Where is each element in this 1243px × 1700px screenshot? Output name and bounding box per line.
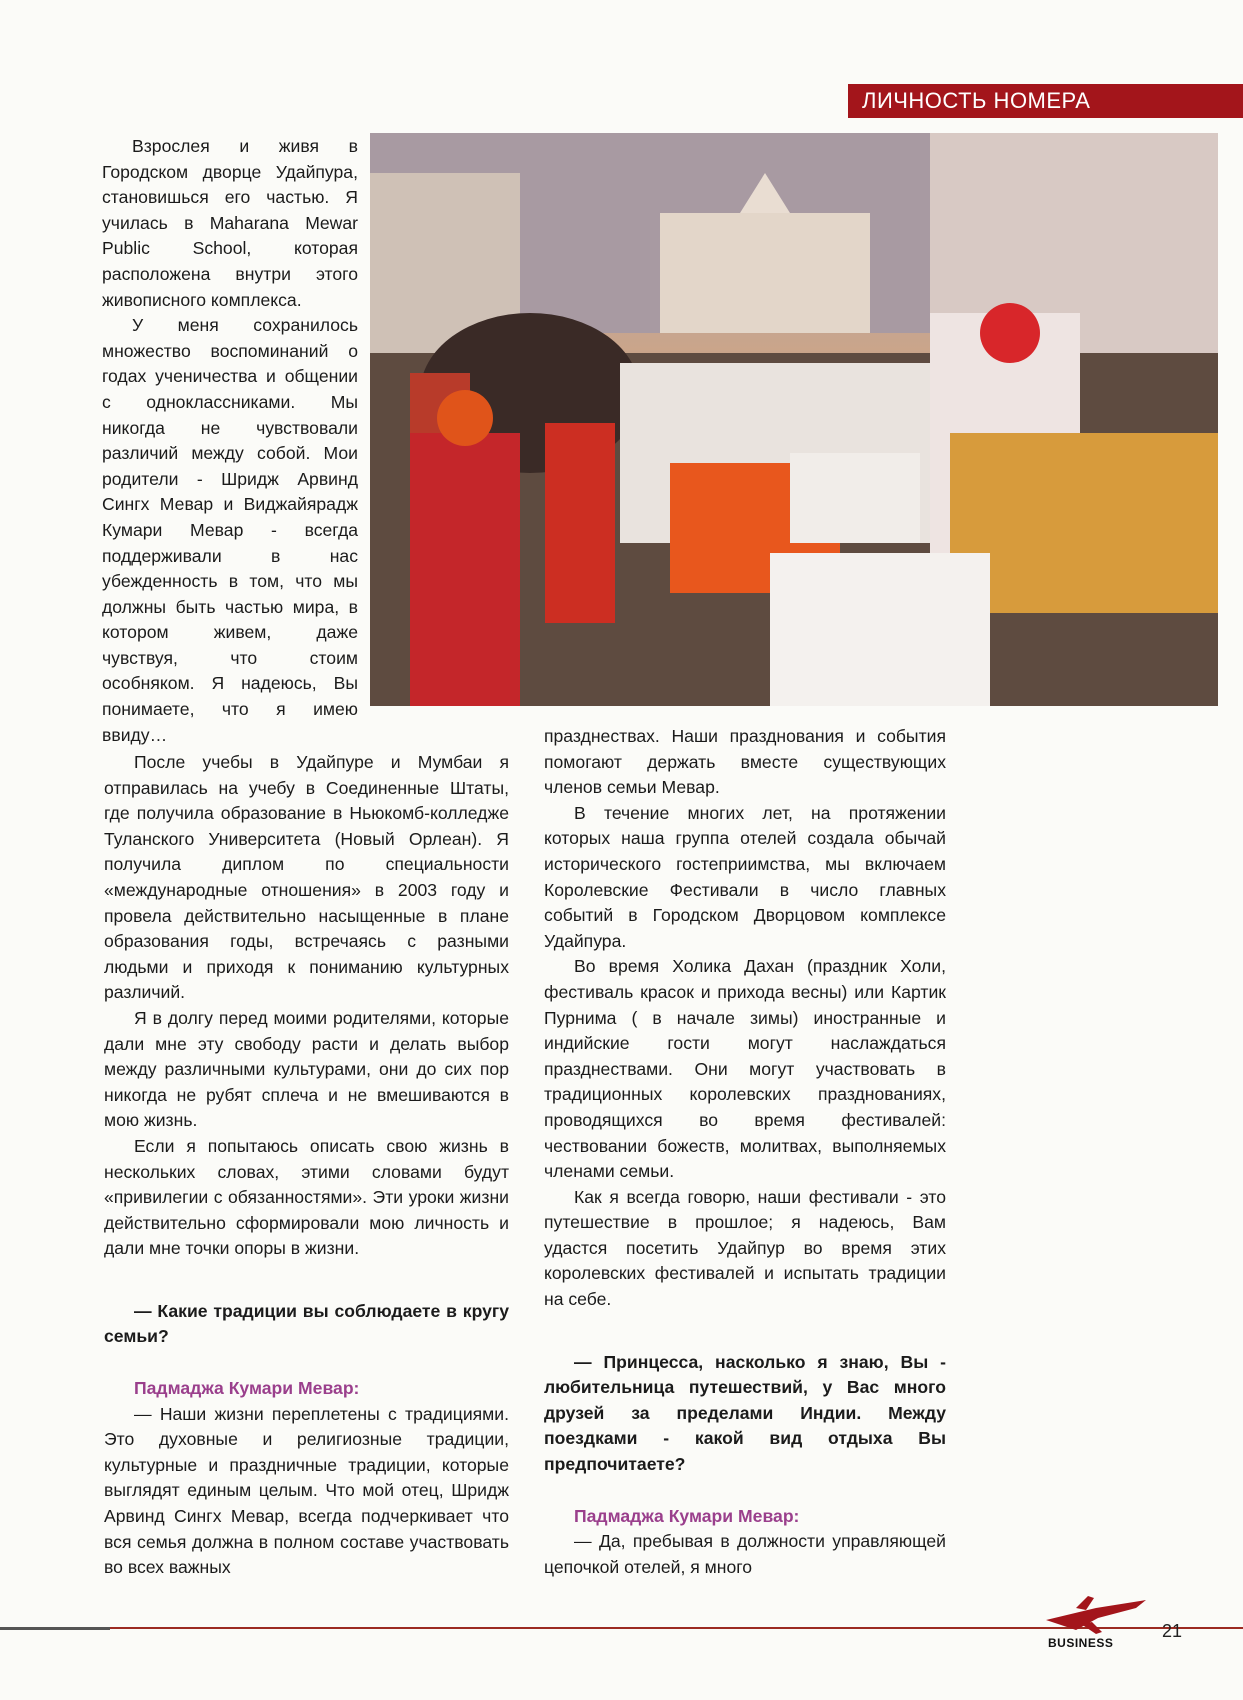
festival-photo-illustration [370,133,1218,706]
article-column-b [104,750,509,1581]
festival-photo [370,133,1218,706]
footer-rule-accent [0,1627,110,1630]
speaker-name: Падмаджа Кумари Мевар: [134,1378,360,1399]
paragraph: У меня сохранилось множество воспоминаний о годах ученичества и общении с одноклассниками. Мы никогда не чувствовали различий между собой. Мои родители - Шридж Арвинд Сингх Мевар и Виджайярадж Кумари Мевар - всегда поддерживали в нас убежденность в том, что мы должны быть частью мира, в котором живем, даже чувствуя, что стоим особняком. Я надеюсь, Вы понимаете, что я имею ввиду… [102,315,358,745]
brand-text: BUSINESS [1048,1636,1114,1650]
paragraph: Я в долгу перед моими родителями, которые дали мне эту свободу расти и делать выбор между различными культурами, они до сих пор никогда не рубят сплеча и не вмешиваются в мою жизнь. [104,1007,509,1131]
paragraph: В течение многих лет, на протяжении которых наша группа отелей создала обычай исторического гостеприимства, мы включаем Королевские Фестивали в число главных событий в Городском Дворцовом комплексе Удайпура. [544,802,946,951]
interview-question: — Какие традиции вы соблюдаете в кругу семьи? [104,1300,509,1347]
article-column-a [102,134,358,748]
paragraph: празднествах. Наши празднования и события помогают держать вместе существующих членов семьи Мевар. [544,726,946,798]
paragraph: Если я попытаюсь описать свою жизнь в нескольких словах, этими словами будут «привилегии с обязанностями». Эти уроки жизни действительно сформировали мою личность и дали мне точки опоры в жизни. [104,1135,509,1259]
interview-answer: — Да, пребывая в должности управляющей цепочкой отелей, я много [544,1531,946,1577]
palace-center [660,213,870,333]
paragraph: Как я всегда говорю, наши фестивали - это путешествие в прошлое; я надеюсь, Вам удастся посетить Удайпур во время этих королевских фестивалей и испытать традиции на себе. [544,1186,946,1310]
interview-answer: — Наши жизни переплетены с традициями. Это духовные и религиозные традиции, культурные и праздничные традиции, которые выглядят единым целым. Что мой отец, Шридж Арвинд Сингх Мевар, всегда подчеркивает что вся семья должна в полном составе участвовать во всех важных [104,1403,509,1578]
page-number: 21 [1162,1621,1183,1641]
guard-left [410,433,520,706]
turban-left [437,390,493,446]
paragraph: После учебы в Удайпуре и Мумбаи я отправилась на учебу в Соединенные Штаты, где получила образование в Ньюкомб-колледже Туланского Университета (Новый Орлеан). Я получила диплом по специальности «международные отношения» в 2003 году и провела действительно насыщенные в плане образования годы, встречаясь с разными людьми и приходя к пониманию культурных различий. [104,752,509,1003]
speaker-name: Падмаджа Кумари Мевар: [574,1505,800,1526]
interview-question: — Принцесса, насколько я знаю, Вы - любительница путешествий, у Вас много друзей за пределами Индии. Между поездками - какой вид отдыха Вы предпочитаете? [544,1351,946,1475]
seated-guest [770,553,990,706]
paragraph: Взрослея и живя в Городском дворце Удайпура, становишься его частью. Я училась в Maharana Mewar Public School, которая расположена внутри этого живописного комплекса. [102,136,358,310]
article-column-c [544,724,946,1580]
throne [950,433,1218,613]
turban-maharana [980,303,1040,363]
table-right [790,453,920,543]
paragraph: Во время Холика Дахан (праздник Холи, фестиваль красок и прихода весны) или Картик Пурнима ( в начале зимы) иностранные и индийские гости могут наслаждаться празднествами. Они могут участвовать в традиционных королевских празднованиях, проводящихся во время фестивалей: чествовании божеств, молитвах, выполняемых членами семьи. [544,956,946,1182]
section-label: ЛИЧНОСТЬ НОМЕРА [848,84,1243,118]
guard-center [545,423,615,623]
